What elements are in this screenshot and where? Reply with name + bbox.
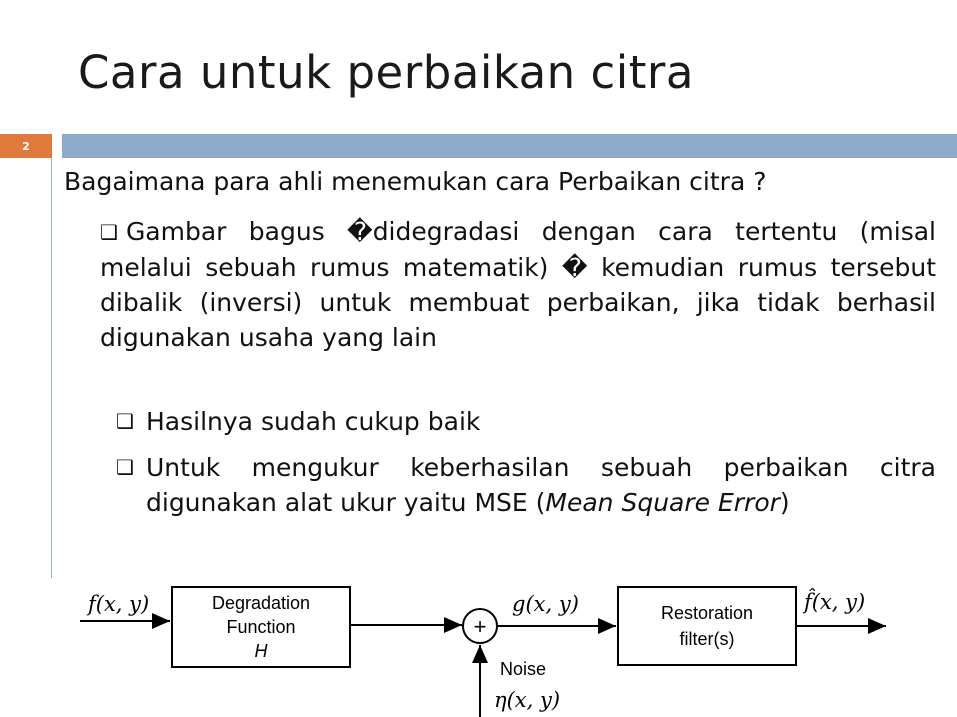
degradation-line-1: Degradation xyxy=(211,593,311,613)
input-label: f(x, y) xyxy=(88,592,150,616)
restoration-line-1: Restoration xyxy=(660,603,754,623)
sub-bullet-1 xyxy=(116,404,936,439)
paragraph-text: Gambar bagus �didegradasi dengan cara tertentu (misal melalui sebuah rumus matematik) � kemudian rumus tersebut dibalik (inversi) untuk membuat perbaikan, jika tidak berhasil digunakan usaha yang lain xyxy=(100,217,936,352)
intermediate-label: g(x, y) xyxy=(512,592,579,616)
sub-bullet-2 xyxy=(116,450,936,520)
checkbox-bullet-icon: ❑ xyxy=(116,455,134,479)
checkbox-bullet-icon: ❑ xyxy=(116,409,134,433)
degradation-line-2: Function xyxy=(226,617,296,637)
slide-title: Cara untuk perbaikan citra xyxy=(78,46,694,99)
left-rule xyxy=(51,158,52,578)
sub-bullet-2-suffix: ) xyxy=(779,488,790,517)
question-text: Bagaimana para ahli menemukan cara Perbaikan citra ? xyxy=(64,167,767,196)
slide-number: 2 xyxy=(0,134,52,158)
plus-icon: + xyxy=(473,614,487,639)
output-label: f̂(x, y) xyxy=(804,590,866,614)
restoration-block-diagram xyxy=(60,575,900,717)
checkbox-bullet-icon: ❑ xyxy=(100,220,118,244)
sub-bullet-2-text xyxy=(146,450,936,520)
main-paragraph xyxy=(100,214,936,355)
sub-bullet-2-italic: Mean Square Error xyxy=(545,488,780,517)
restoration-line-2: filter(s) xyxy=(679,629,735,649)
sub-bullet-2-prefix: Untuk mengukur keberhasilan sebuah perbaikan citra digunakan alat ukur yaitu MSE ( xyxy=(146,453,936,517)
title-bar xyxy=(62,134,957,158)
sub-bullet-1-text: Hasilnya sudah cukup baik xyxy=(146,407,481,436)
restoration-box xyxy=(618,587,796,665)
noise-label: Noise xyxy=(500,659,547,679)
noise-symbol: η(x, y) xyxy=(494,688,561,712)
degradation-line-3: H xyxy=(254,641,268,661)
